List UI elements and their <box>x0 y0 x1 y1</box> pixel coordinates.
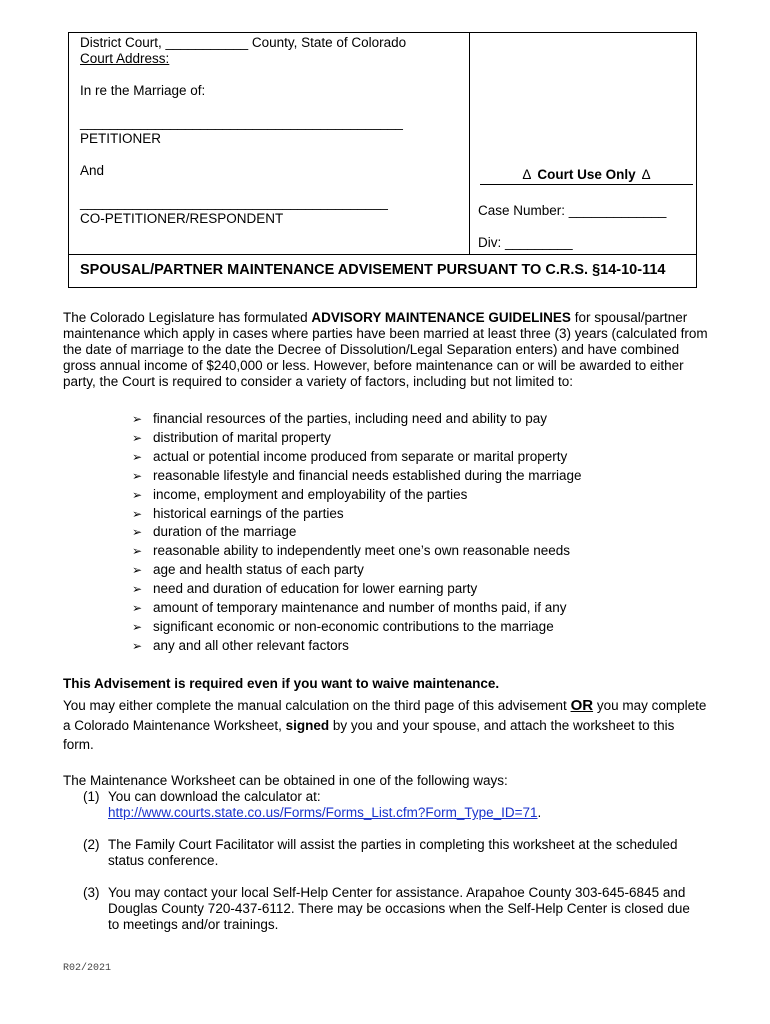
caption-parties <box>69 33 470 254</box>
ways-list <box>63 789 708 933</box>
advisory-guidelines-bold: ADVISORY MAINTENANCE GUIDELINES <box>311 310 571 325</box>
court-use-only-label <box>480 167 693 185</box>
list-item <box>132 410 582 429</box>
case-number-field[interactable]: Case Number: _____________ <box>478 203 667 218</box>
intro-paragraph: The Colorado Legislature has formulated ADVISORY MAINTENANCE GUIDELINES for spousal/partner maintenance which apply in cases where parties have been married at least three (3) years (calculated from the date of marriage to the date the Decree of Dissolution/Legal Separation enters) and have combined gross annual income of $240,000 or less. However, before maintenance can or will be awarded to either party, the Court is required to consider a variety of factors, including but not limited to: <box>63 310 708 389</box>
arrow-bullet-icon: ➢ <box>132 601 143 616</box>
list-item: (3) You may contact your local Self-Help Center for assistance. Arapahoe County 303-645-6845 and Douglas County 720-437-6112. There may be occasions when the Self-Help Center is closed due to meetings and/or trainings. <box>83 885 690 932</box>
caption-row <box>69 33 696 255</box>
list-item: (2) The Family Court Facilitator will assist the parties in completing this worksheet at the scheduled status conference. <box>83 837 678 868</box>
petitioner-blank[interactable]: ___________________________________________ <box>80 115 403 130</box>
and-label: And <box>80 163 105 178</box>
factor-text: amount of temporary maintenance and number of months paid, if any <box>153 600 567 616</box>
triangle-icon: Δ <box>641 167 651 182</box>
list-item <box>132 561 582 580</box>
arrow-bullet-icon: ➢ <box>132 525 143 540</box>
in-re-label: In re the Marriage of: <box>80 83 206 98</box>
factor-text: significant economic or non-economic contributions to the marriage <box>153 618 554 634</box>
arrow-bullet-icon: ➢ <box>132 506 143 521</box>
list-item <box>132 542 582 561</box>
list-item <box>132 448 582 467</box>
factor-text: reasonable lifestyle and financial needs established during the marriage <box>153 467 582 483</box>
factor-text: financial resources of the parties, including need and ability to pay <box>153 411 547 426</box>
caption-table <box>68 32 697 288</box>
revision-footer: R02/2021 <box>63 963 112 974</box>
factors-list <box>132 410 582 656</box>
or-emphasis: OR <box>570 697 594 714</box>
petitioner-label: PETITIONER <box>80 131 162 146</box>
list-item <box>132 523 582 542</box>
factor-text: income, employment and employability of the parties <box>153 486 468 502</box>
options-paragraph: You may either complete the manual calculation on the third page of this advisement OR you may complete a Colorado Maintenance Worksheet, signed by you and your spouse, and attach the worksheet to this form. <box>63 697 707 752</box>
form-title: SPOUSAL/PARTNER MAINTENANCE ADVISEMENT PURSUANT TO C.R.S. §14-10-114 <box>80 262 666 278</box>
triangle-icon: Δ <box>522 167 532 182</box>
factor-text: historical earnings of the parties <box>153 505 344 521</box>
list-item <box>132 637 582 656</box>
list-item <box>132 599 582 618</box>
arrow-bullet-icon: ➢ <box>132 619 143 634</box>
list-item <box>132 486 582 505</box>
arrow-bullet-icon: ➢ <box>132 563 143 578</box>
factor-text: distribution of marital property <box>153 429 331 445</box>
district-line: District Court, ___________ County, State of Colorado <box>80 35 407 50</box>
list-item <box>132 429 582 448</box>
factor-text: reasonable ability to independently meet one’s own reasonable needs <box>153 543 571 559</box>
respondent-blank[interactable]: _________________________________________ <box>80 195 388 210</box>
list-item <box>132 505 582 524</box>
arrow-bullet-icon: ➢ <box>132 430 143 445</box>
arrow-bullet-icon: ➢ <box>132 544 143 559</box>
list-item: (1) You can download the calculator at: http://www.courts.state.co.us/Forms/Forms_List.cfm?Form_Type_ID=71. <box>83 789 542 820</box>
factor-text: age and health status of each party <box>153 562 364 578</box>
factor-text: need and duration of education for lower earning party <box>153 581 478 597</box>
arrow-bullet-icon: ➢ <box>132 638 143 653</box>
worksheet-section <box>63 773 708 933</box>
factor-text: any and all other relevant factors <box>153 637 349 653</box>
factor-text: actual or potential income produced from separate or marital property <box>153 448 568 464</box>
signed-emphasis: signed <box>285 717 330 733</box>
required-note: This Advisement is required even if you want to waive maintenance. <box>63 676 500 691</box>
factor-text: duration of the marriage <box>153 524 297 540</box>
court-use-text: Court Use Only <box>537 167 636 182</box>
court-address-label: Court Address: <box>80 51 170 66</box>
arrow-bullet-icon: ➢ <box>132 412 143 426</box>
respondent-label: CO-PETITIONER/RESPONDENT <box>80 211 284 226</box>
arrow-bullet-icon: ➢ <box>132 449 143 464</box>
worksheet-intro: The Maintenance Worksheet can be obtained in one of the following ways: <box>63 773 508 788</box>
list-item <box>132 618 582 637</box>
arrow-bullet-icon: ➢ <box>132 487 143 502</box>
arrow-bullet-icon: ➢ <box>132 468 143 483</box>
list-item <box>132 580 582 599</box>
calculator-link[interactable]: http://www.courts.state.co.us/Forms/Forms_List.cfm?Form_Type_ID=71 <box>108 805 538 820</box>
court-use-box <box>470 33 696 254</box>
list-item <box>132 467 582 486</box>
division-field[interactable]: Div: _________ <box>478 235 573 250</box>
arrow-bullet-icon: ➢ <box>132 582 143 597</box>
